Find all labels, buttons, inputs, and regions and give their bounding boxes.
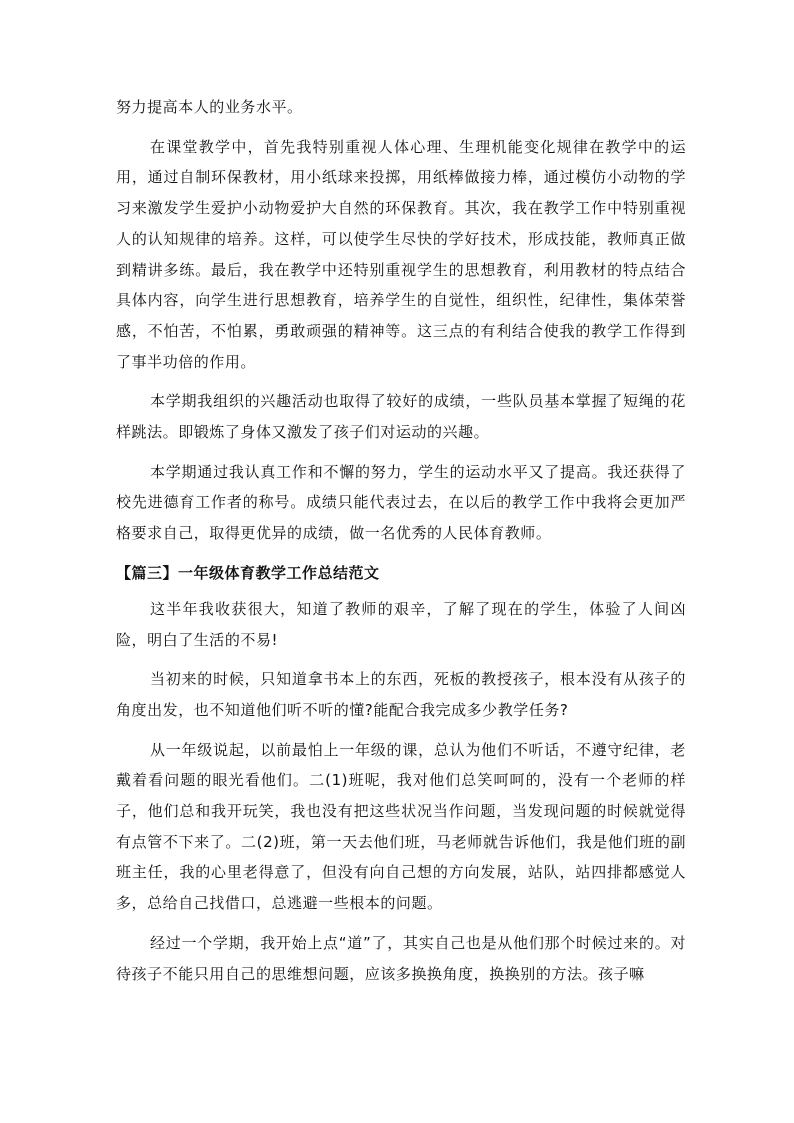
paragraph-half-year: 这半年我收获很大，知道了教师的艰辛，了解了现在的学生，体验了人间凶险，明白了生活的不易! [116,599,686,649]
paragraph-continuation: 努力提高本人的业务水平。 [116,98,303,116]
paragraph-first-grade: 从一年级说起，以前最怕上一年级的课，总认为他们不听话，不遵守纪律，老戴着看问题的眼光看他们。二(1)班呢，我对他们总笑呵呵的，没有一个老师的样子，他们总和我开玩笑，我也没有把这些状况当作问题，当发现问题的时候就觉得有点管不下来了。二(2)班，第一天去他们班，马老师就告诉他们，我是他们班的副班主任，我的心里老得意了，但没有向自己想的方向发展，站队，站四排都感觉人多，总给自己找借口，总逃避一些根本的问题。 [116,740,686,913]
section-heading: 【篇三】一年级体育教学工作总结范文 [116,563,380,582]
document-body [116,92,686,998]
paragraph-after-semester: 经过一个学期，我开始上点“道”了，其实自己也是从他们那个时候过来的。对待孩子不能只用自己的思维想问题，应该多换换角度，换换别的方法。孩子嘛 [116,933,686,983]
paragraph-at-first: 当初来的时候，只知道拿书本上的东西，死板的教授孩子，根本没有从孩子的角度出发，也不知道他们听不听的懂?能配合我完成多少教学任务? [116,670,686,719]
paragraph-semester-results: 本学期通过我认真工作和不懈的努力，学生的运动水平又了提高。我还获得了校先进德育工作者的称号。成绩只能代表过去，在以后的教学工作中我将会更加严格要求自己，取得更优异的成绩，做一名优秀的人民体育教师。 [116,462,686,543]
paragraph-classroom-teaching: 在课堂教学中，首先我特别重视人体心理、生理机能变化规律在教学中的运用，通过自制环保教材，用小纸球来投掷，用纸棒做接力棒，通过模仿小动物的学习来激发学生爱护小动物爱护大自然的环保教育。其次，我在教学工作中特别重视人的认知规律的培养。这样，可以使学生尽快的学好技术，形成技能，教师真正做到精讲多练。最后，我在教学中还特别重视学生的思想教育，利用教材的特点结合具体内容，向学生进行思想教育，培养学生的自觉性，组织性，纪律性，集体荣誉感，不怕苦，不怕累，勇敢顽强的精神等。这三点的有利结合使我的教学工作得到了事半功倍的作用。 [116,137,686,371]
paragraph-interest-activities: 本学期我组织的兴趣活动也取得了较好的成绩，一些队员基本掌握了短绳的花样跳法。即锻炼了身体又激发了孩子们对运动的兴趣。 [116,392,686,442]
